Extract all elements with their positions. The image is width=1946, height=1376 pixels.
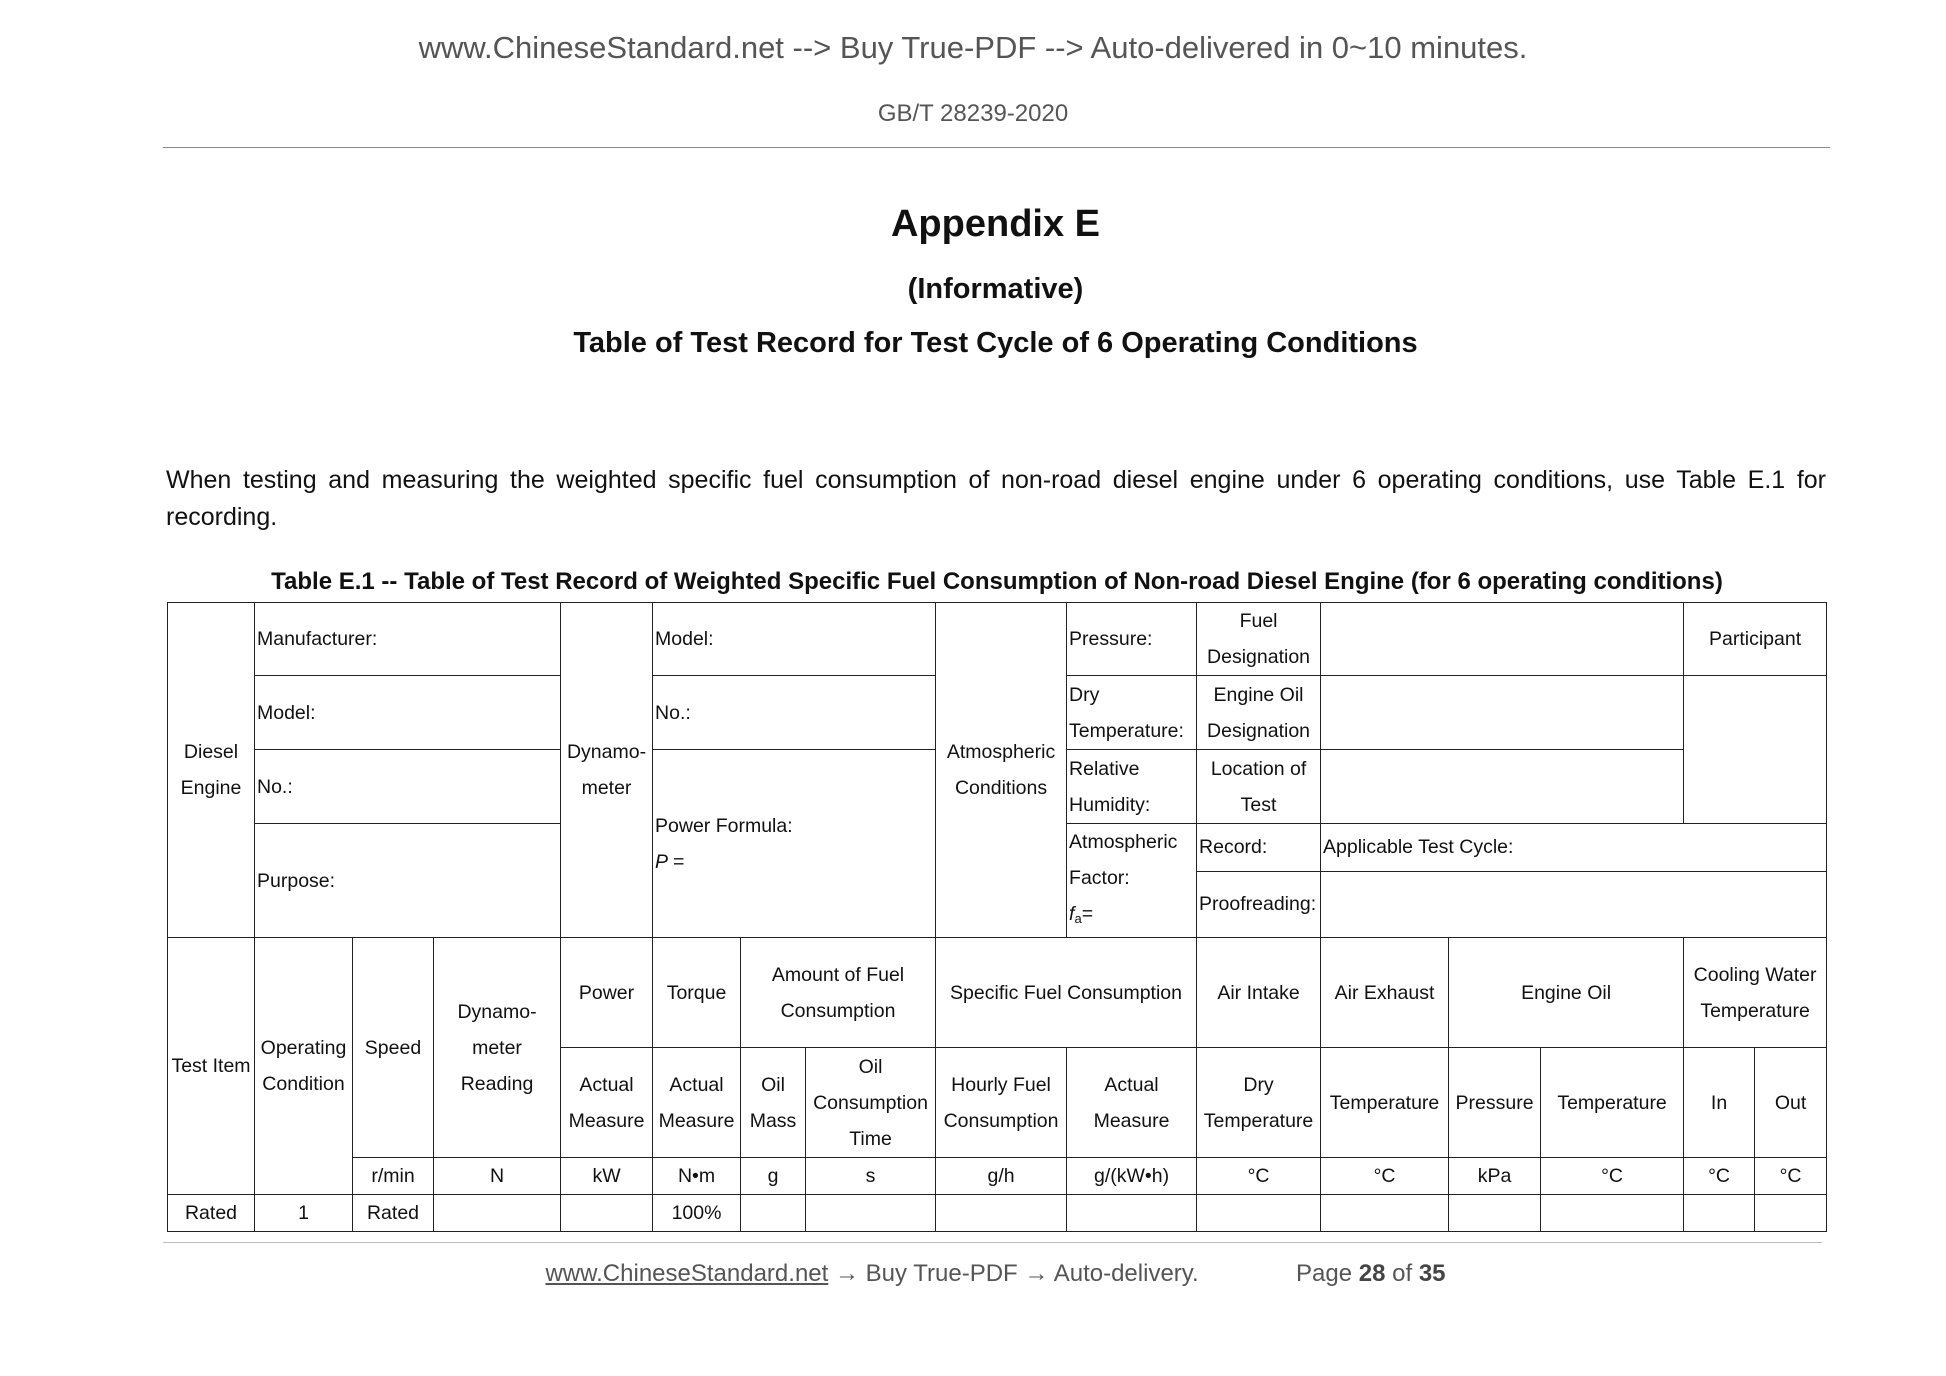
operating-condition-header: Operating Condition [255, 938, 353, 1195]
torque-header: Torque [653, 938, 741, 1048]
water-in-header: In [1684, 1048, 1755, 1158]
exhaust-temperature-header: Temperature [1321, 1048, 1449, 1158]
atmospheric-conditions-label: Atmospheric Conditions [936, 603, 1067, 938]
relative-humidity-field: Relative Humidity: [1067, 750, 1197, 824]
participant-label: Participant [1684, 603, 1827, 676]
location-of-test-value [1321, 750, 1684, 824]
footer [0, 1260, 1946, 1288]
power-header: Power [561, 938, 653, 1048]
unit-cell: N [434, 1158, 561, 1195]
table-cell [1197, 1195, 1321, 1232]
dyn-no-field: No.: [653, 676, 936, 750]
table-cell: Rated [353, 1195, 434, 1232]
proofreading-value [1321, 871, 1827, 937]
table-cell [1321, 1195, 1449, 1232]
footer-delivery-text: Auto-delivery. [1053, 1260, 1199, 1287]
table-cell [434, 1195, 561, 1232]
table-cell: 100% [653, 1195, 741, 1232]
fuel-designation-value [1321, 603, 1684, 676]
oil-pressure-header: Pressure [1449, 1048, 1541, 1158]
pressure-field: Pressure: [1067, 603, 1197, 676]
hourly-fuel-header: Hourly Fuel Consumption [936, 1048, 1067, 1158]
oil-mass-header: Oil Mass [741, 1048, 806, 1158]
table-cell [806, 1195, 936, 1232]
unit-cell: °C [1197, 1158, 1321, 1195]
unit-cell: °C [1541, 1158, 1684, 1195]
unit-cell: g/(kW•h) [1067, 1158, 1197, 1195]
table-cell [1684, 1195, 1755, 1232]
table-cell [1541, 1195, 1684, 1232]
participant-value [1684, 676, 1827, 824]
unit-cell: kPa [1449, 1158, 1541, 1195]
appendix-subtitle: Table of Test Record for Test Cycle of 6 Operating Conditions [573, 327, 1418, 359]
dry-temperature-field: Dry Temperature: [1067, 676, 1197, 750]
page-number: 28 [1358, 1260, 1386, 1287]
header-banner: www.ChineseStandard.net --> Buy True-PDF --> Auto-delivered in 0~10 minutes. [418, 30, 1528, 65]
unit-cell: °C [1684, 1158, 1755, 1195]
table-cell [1755, 1195, 1827, 1232]
location-of-test-label: Location of Test [1197, 750, 1321, 824]
water-out-header: Out [1755, 1048, 1827, 1158]
unit-cell: N•m [653, 1158, 741, 1195]
atmospheric-factor-field [1067, 824, 1197, 938]
power-formula-equation: P = [655, 850, 685, 873]
table-cell [936, 1195, 1067, 1232]
page-label: Page [1296, 1260, 1353, 1287]
fuel-amount-header: Amount of Fuel Consumption [741, 938, 936, 1048]
footer-divider [163, 1242, 1822, 1243]
unit-cell: g [741, 1158, 806, 1195]
speed-header: Speed [353, 938, 434, 1158]
arrow-right-icon: → [834, 1260, 859, 1287]
oil-consumption-time-header: Oil Consumption Time [806, 1048, 936, 1158]
footer-buy-text: Buy True-PDF [865, 1260, 1018, 1287]
engine-oil-designation-label: Engine Oil Designation [1197, 676, 1321, 750]
specific-fuel-header: Specific Fuel Consumption [936, 938, 1197, 1048]
footer-site-link[interactable]: www.ChineseStandard.net [545, 1260, 829, 1287]
torque-actual-header: Actual Measure [653, 1048, 741, 1158]
unit-cell: kW [561, 1158, 653, 1195]
dynamometer-label: Dynamo-meter [561, 603, 653, 938]
standard-code: GB/T 28239-2020 [877, 100, 1069, 127]
applicable-test-cycle-field: Applicable Test Cycle: [1321, 824, 1827, 872]
power-formula-field [653, 750, 936, 938]
informative-label: (Informative) [907, 273, 1084, 305]
unit-cell: g/h [936, 1158, 1067, 1195]
cooling-water-header: Cooling Water Temperature [1684, 938, 1827, 1048]
of-label: of [1392, 1260, 1413, 1287]
dry-temperature-header: Dry Temperature [1197, 1048, 1321, 1158]
unit-cell: °C [1321, 1158, 1449, 1195]
table-row [168, 1195, 1827, 1232]
purpose-field: Purpose: [255, 824, 561, 938]
dyn-model-field: Model: [653, 603, 936, 676]
test-record-table [167, 602, 1827, 1232]
oil-temperature-header: Temperature [1541, 1048, 1684, 1158]
engine-oil-header: Engine Oil [1449, 938, 1684, 1048]
record-field: Record: [1197, 824, 1321, 872]
manufacturer-field: Manufacturer: [255, 603, 561, 676]
table-cell: 1 [255, 1195, 353, 1232]
air-exhaust-header: Air Exhaust [1321, 938, 1449, 1048]
appendix-title: Appendix E [890, 203, 1101, 245]
dyn-reading-header: Dynamo-meter Reading [434, 938, 561, 1158]
table-cell: Rated [168, 1195, 255, 1232]
proofreading-field: Proofreading: [1197, 871, 1321, 937]
table-cell [741, 1195, 806, 1232]
power-formula-label: Power Formula: [655, 814, 793, 837]
engine-oil-designation-value [1321, 676, 1684, 750]
engine-model-field: Model: [255, 676, 561, 750]
engine-no-field: No.: [255, 750, 561, 824]
atmospheric-factor-label: Atmospheric Factor: [1069, 831, 1178, 889]
intro-paragraph: When testing and measuring the weighted specific fuel consumption of non-road diesel engine under 6 operating conditions, use Table E.1 for recording. [166, 466, 1826, 531]
unit-cell: °C [1755, 1158, 1827, 1195]
fuel-designation-label: Fuel Designation [1197, 603, 1321, 676]
unit-cell: r/min [353, 1158, 434, 1195]
air-intake-header: Air Intake [1197, 938, 1321, 1048]
atmospheric-factor-equation: $f_a=$ [1069, 903, 1094, 926]
table-caption: Table E.1 -- Table of Test Record of Weighted Specific Fuel Consumption of Non-road Diesel Engine (for 6 operating conditions) [271, 568, 1723, 595]
diesel-engine-label: Diesel Engine [168, 603, 255, 938]
table-cell [561, 1195, 653, 1232]
test-item-header: Test Item [168, 938, 255, 1195]
unit-cell: s [806, 1158, 936, 1195]
table-cell [1449, 1195, 1541, 1232]
arrow-right-icon: → [1024, 1260, 1049, 1287]
page-total: 35 [1418, 1260, 1446, 1287]
table-cell [1067, 1195, 1197, 1232]
sfc-actual-header: Actual Measure [1067, 1048, 1197, 1158]
header-divider [163, 147, 1830, 148]
power-actual-header: Actual Measure [561, 1048, 653, 1158]
